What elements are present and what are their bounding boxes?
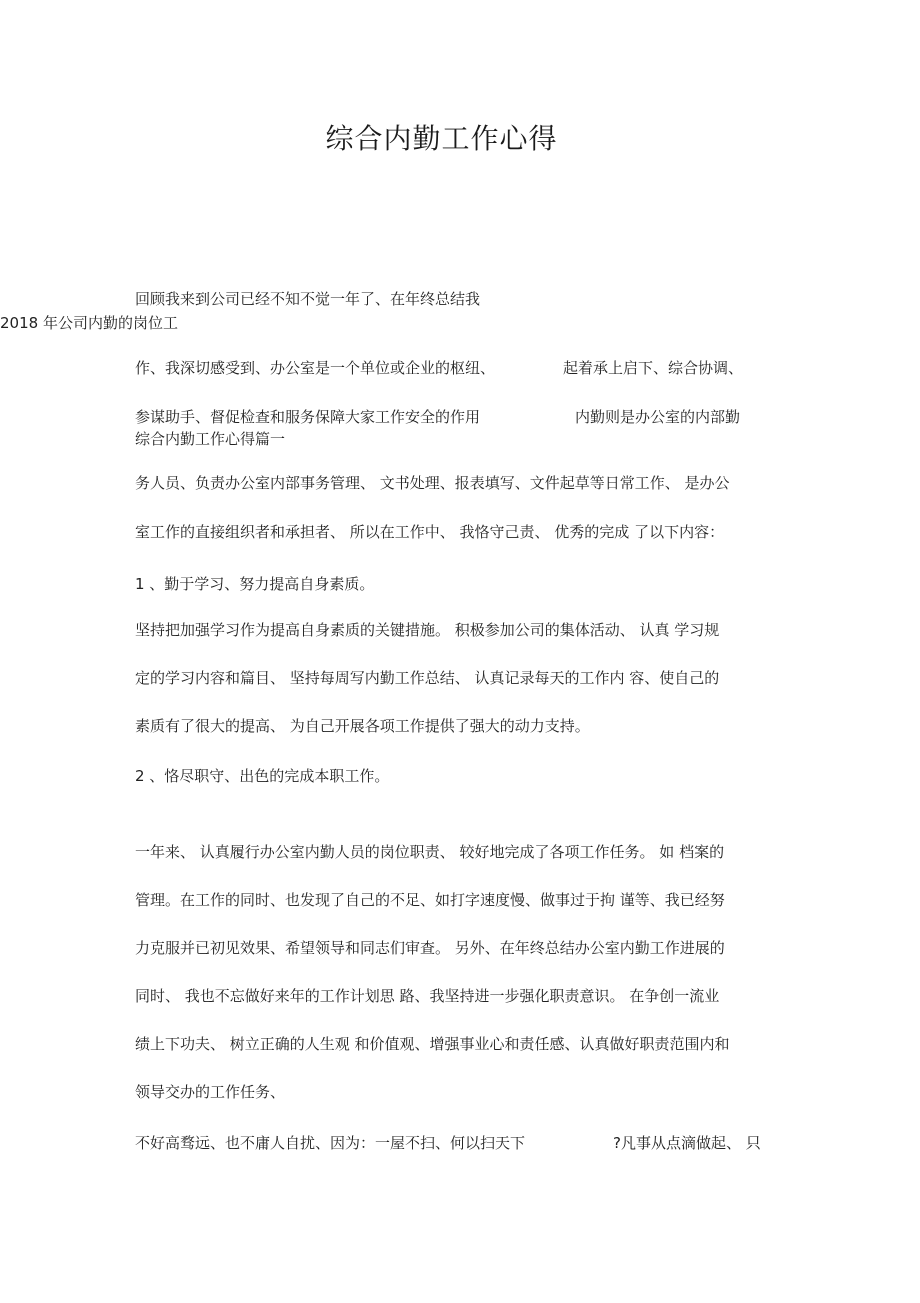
text-line: ?凡事从点滴做起、 只 [613, 1134, 761, 1152]
text-line: 起着承上启下、综合协调、 [563, 359, 744, 377]
text-line: 内勤则是办公室的内部勤 [575, 408, 741, 426]
text-line: 坚持把加强学习作为提高自身素质的关键措施。 积极参加公司的集体活动、 认真 学习规 [135, 621, 720, 639]
text-line: 一年来、 认真履行办公室内勤人员的岗位职责、 较好地完成了各项工作任务。 如 档案的 [135, 843, 725, 861]
text-line: 回顾我来到公司已经不知不觉一年了、在年终总结我 [135, 290, 481, 308]
text-line: 绩上下功夫、 树立正确的人生观 和价值观、增强事业心和责任感、认真做好职责范围内和 [135, 1035, 730, 1053]
text-line: 同时、 我也不忘做好来年的工作计划思 路、我坚持进一步强化职责意识。 在争创一流业 [135, 987, 720, 1005]
text-line: 定的学习内容和篇目、 坚持每周写内勤工作总结、 认真记录每天的工作内 容、使自己的 [135, 669, 720, 687]
text-line: 素质有了很大的提高、 为自己开展各项工作提供了强大的动力支持。 [135, 717, 590, 735]
section-heading: 综合内勤工作心得篇一 [135, 430, 286, 448]
text-line: 管理。在工作的同时、也发现了自己的不足、如打字速度慢、做事过于拘 谨等、我已经努 [135, 891, 725, 909]
text-line: 作、我深切感受到、办公室是一个单位或企业的枢纽、 [135, 359, 496, 377]
text-line: 领导交办的工作任务、 [135, 1083, 286, 1101]
text-line: 参谋助手、督促检查和服务保障大家工作安全的作用 [135, 408, 481, 426]
text-line: 力克服并已初见效果、希望领导和同志们审查。 另外、在年终总结办公室内勤工作进展的 [135, 939, 725, 957]
text-line: 室工作的直接组织者和承担者、 所以在工作中、 我恪守己责、 优秀的完成 了以下内容： [135, 523, 725, 541]
list-heading: 2 、恪尽职守、出色的完成本职工作。 [135, 767, 390, 785]
text-line: 2018 年公司内勤的岗位工 [0, 314, 178, 332]
text-line: 不好高骛远、也不庸人自扰、因为：一屋不扫、何以扫天下 [135, 1134, 526, 1152]
list-heading: 1 、勤于学习、努力提高自身素质。 [135, 575, 375, 593]
document-title: 综合内勤工作心得 [325, 122, 558, 155]
text-line: 务人员、负责办公室内部事务管理、 文书处理、报表填写、文件起草等日常工作、 是办公 [135, 474, 730, 492]
